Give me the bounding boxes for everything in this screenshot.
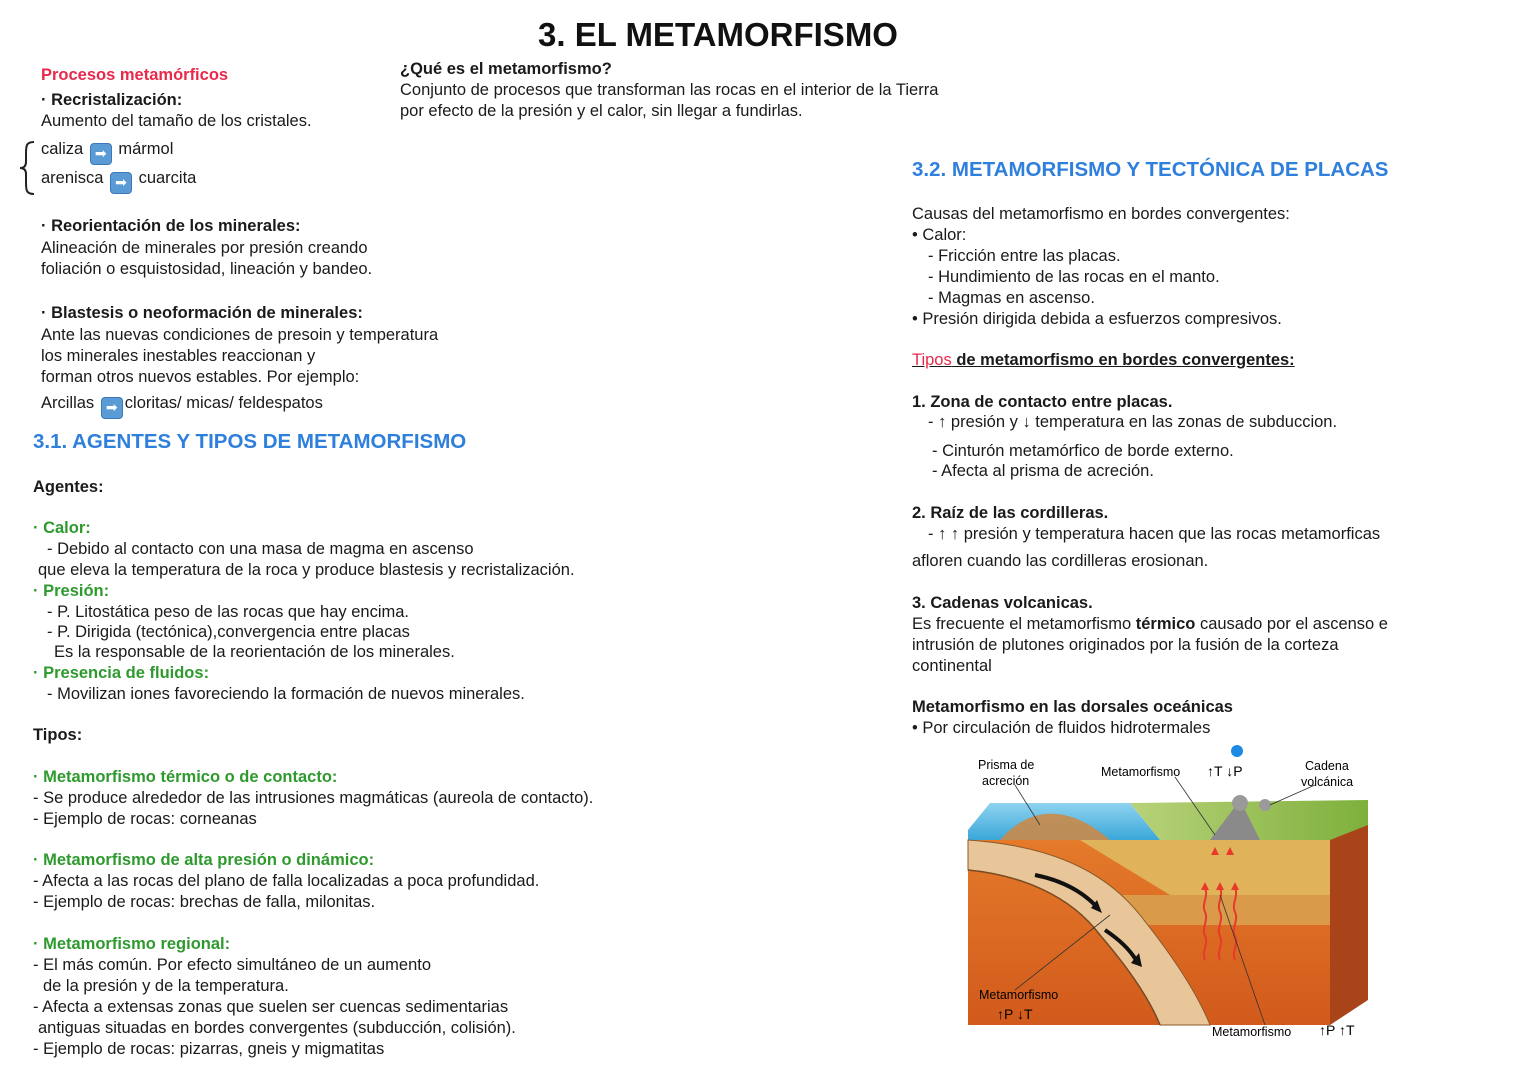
dinamico-l1: - Afecta a las rocas del plano de falla localizadas a poca profundidad. [33,872,540,890]
dorsales-title: Metamorfismo en las dorsales oceánicas [912,698,1233,716]
ash-cloud-icon [1259,799,1271,811]
reorientacion-l2: foliación o esquistosidad, lineación y bandeo. [41,260,373,278]
zona-1-l2: - Cinturón metamórfico de borde externo. [932,442,1234,460]
intro-line-1: Conjunto de procesos que transforman las rocas en el interior de la Tierra [400,81,939,99]
blastesis-title: · Blastesis o neoformación de minerales: [41,304,363,322]
termico-label: · Metamorfismo térmico o de contacto: [33,768,338,786]
tipos-bordes-heading: Tipos de metamorfismo en bordes convergentes: [912,351,1295,369]
zona-1-title: 1. Zona de contacto entre placas. [912,393,1173,411]
presion-label: · Presión: [33,582,110,600]
right-arrow-icon: ➡ [90,143,112,165]
regional-label: · Metamorfismo regional: [33,935,231,953]
intro-question: ¿Qué es el metamorfismo? [400,60,612,78]
recristalizacion-desc: Aumento del tamaño de los cristales. [41,112,312,130]
zona-3-l2: intrusión de plutones originados por la fusión de la corteza [912,636,1339,654]
label-metamorfismo-top: Metamorfismo [1101,765,1181,779]
block-side-face [1330,825,1368,1025]
label-pt-left: ↑P ↓T [997,1006,1033,1022]
regional-l1: - El más común. Por efecto simultáneo de un aumento [33,956,432,974]
label-prisma-l2: acreción [982,774,1030,788]
brace-icon [16,140,38,196]
section-3-2-heading: 3.2. METAMORFISMO Y TECTÓNICA DE PLACAS [912,158,1389,181]
zona-1-l1: - ↑ presión y ↓ temperatura en las zonas de subduccion. [928,413,1338,431]
agentes-label: Agentes: [33,478,104,496]
dinamico-label: · Metamorfismo de alta presión o dinámico: [33,851,375,869]
zona-2-title: 2. Raíz de las cordilleras. [912,504,1109,522]
causas-presion: • Presión dirigida debida a esfuerzos compresivos. [912,310,1282,328]
ejemplo-arenisca: arenisca ➡ cuarcita [41,168,196,194]
zona-3-title: 3. Cadenas volcanicas. [912,594,1093,612]
label-metamorfismo-bottom: Metamorfismo [1212,1025,1292,1039]
blastesis-ejemplo: Arcillas ➡ cloritas/ micas/ feldespatos [41,393,323,419]
dorsales-l1: • Por circulación de fluidos hidrotermales [912,719,1211,737]
reorientacion-l1: Alineación de minerales por presión creando [41,239,368,257]
blastesis-l2: los minerales inestables reaccionan y [41,347,316,365]
zona-3-l3: continental [912,657,992,675]
subduction-diagram [960,745,1375,1050]
label-tp-top: ↑T ↓P [1207,763,1243,779]
marker-dot-icon [1231,745,1243,757]
tipos-label: Tipos: [33,726,83,744]
calor-label: · Calor: [33,519,91,537]
regional-l4: antiguas situadas en bordes convergentes (subducción, colisión). [38,1019,516,1037]
fluidos-label: · Presencia de fluidos: [33,664,210,682]
section-3-1-heading: 3.1. AGENTES Y TIPOS DE METAMORFISMO [33,430,467,453]
causas-title: Causas del metamorfismo en bordes convergentes: [912,205,1290,223]
recristalizacion-title: · Recristalización: [41,91,183,109]
page-title: 3. EL METAMORFISMO [538,16,898,53]
regional-l5: - Ejemplo de rocas: pizarras, gneis y migmatitas [33,1040,385,1058]
zona-2-l2: afloren cuando las cordilleras erosionan. [912,552,1209,570]
causas-c1: - Fricción entre las placas. [928,247,1121,265]
label-metamorfismo-left: Metamorfismo [979,988,1059,1002]
causas-c3: - Magmas en ascenso. [928,289,1095,307]
calor-l2: que eleva la temperatura de la roca y produce blastesis y recristalización. [38,561,575,579]
blastesis-l3: forman otros nuevos estables. Por ejemplo: [41,368,360,386]
causas-c2: - Hundimiento de las rocas en el manto. [928,268,1220,286]
calor-l1: - Debido al contacto con una masa de magma en ascenso [47,540,474,558]
presion-l1: - P. Litostática peso de las rocas que hay encima. [47,603,409,621]
label-cadena-l2: volcánica [1301,775,1354,789]
label-cadena-l1: Cadena [1305,759,1349,773]
ejemplo-caliza: caliza ➡ mármol [41,139,173,165]
blastesis-l1: Ante las nuevas condiciones de presoin y temperatura [41,326,439,344]
regional-l3: - Afecta a extensas zonas que suelen ser cuencas sedimentarias [33,998,509,1016]
presion-l3: Es la responsable de la reorientación de los minerales. [54,643,455,661]
right-arrow-icon: ➡ [110,172,132,194]
intro-line-2: por efecto de la presión y el calor, sin llegar a fundirlas. [400,102,803,120]
zona-2-l1: - ↑ ↑ presión y temperatura hacen que las rocas metamorficas [928,525,1381,543]
termico-l2: - Ejemplo de rocas: corneanas [33,810,257,828]
label-prisma-l1: Prisma de [978,758,1035,772]
procesos-heading: Procesos metamórficos [41,66,229,84]
fluidos-l1: - Movilizan iones favoreciendo la formación de nuevos minerales. [47,685,525,703]
reorientacion-title: · Reorientación de los minerales: [41,217,301,235]
presion-l2: - P. Dirigida (tectónica),convergencia entre placas [47,623,410,641]
label-pt-bottom: ↑P ↑T [1319,1022,1355,1038]
ash-cloud-icon [1232,795,1248,811]
right-arrow-icon: ➡ [101,397,123,419]
causas-calor: • Calor: [912,226,967,244]
zona-1-l3: - Afecta al prisma de acreción. [932,462,1154,480]
zona-3-l1: Es frecuente el metamorfismo térmico causado por el ascenso e [912,615,1388,633]
dinamico-l2: - Ejemplo de rocas: brechas de falla, milonitas. [33,893,376,911]
termico-l1: - Se produce alrededor de las intrusiones magmáticas (aureola de contacto). [33,789,594,807]
regional-l2: de la presión y de la temperatura. [43,977,289,995]
